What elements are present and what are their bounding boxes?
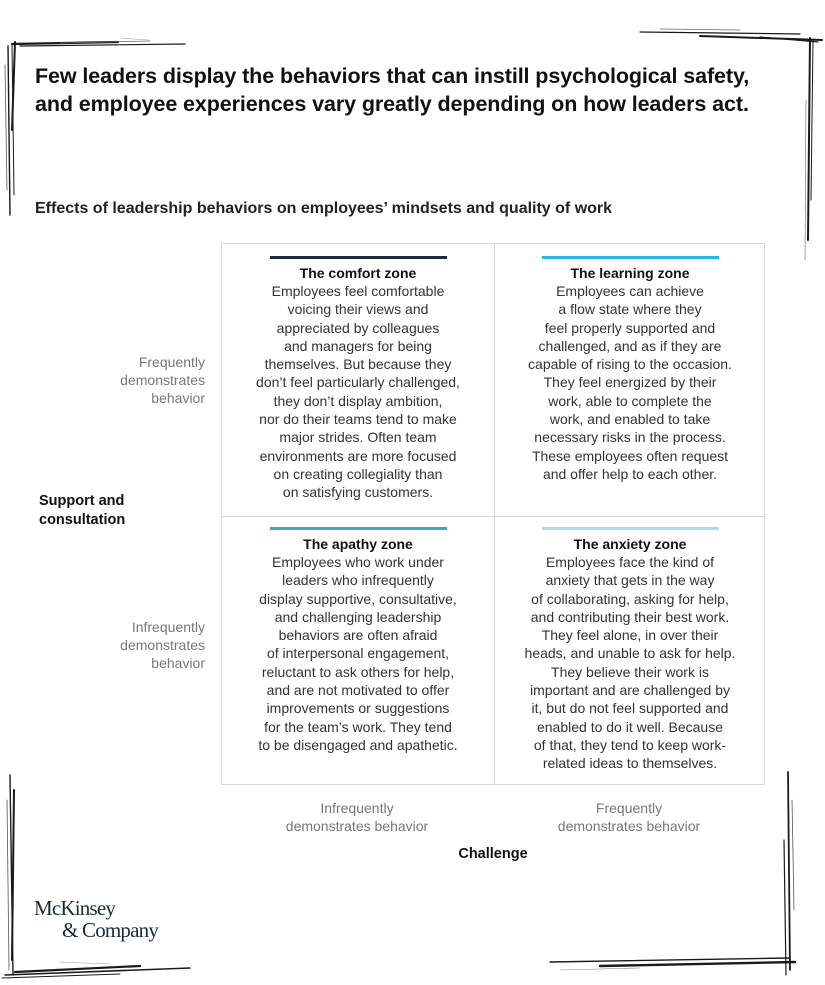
- zone-apathy: [222, 527, 494, 754]
- x-high-label: [493, 799, 765, 835]
- zone-description-line: environments are more focused: [259, 447, 457, 464]
- zone-description-line: behaviors are often afraid: [278, 627, 438, 644]
- zone-title: The learning zone: [570, 265, 690, 281]
- zone-title: The comfort zone: [299, 265, 417, 281]
- zone-accent-bar: [542, 527, 719, 530]
- x-axis-title: Challenge: [458, 846, 528, 862]
- zone-description-line: work, and enabled to take: [549, 411, 711, 428]
- zone-comfort: [222, 256, 494, 502]
- zone-description-line: of that, they tend to keep work-: [533, 736, 727, 753]
- zone-description-line: and managers for being: [284, 337, 432, 354]
- zone-description-line: they don’t display ambition,: [273, 392, 443, 409]
- x-low-label: [221, 799, 493, 835]
- label-line: demonstrates behavior: [557, 818, 701, 834]
- zone-description-line: capable of rising to the occasion.: [528, 356, 732, 373]
- label-line: demonstrates: [120, 637, 205, 653]
- zone-description-line: and challenging leadership: [274, 608, 442, 625]
- zone-description-line: themselves. But because they: [264, 356, 452, 373]
- zone-description-line: important and are challenged by: [529, 682, 731, 699]
- label-line: demonstrates: [120, 372, 205, 388]
- label-line: behavior: [151, 655, 205, 671]
- zone-description-line: These employees often request: [531, 447, 729, 464]
- zone-description-line: nor do their teams tend to make: [259, 411, 457, 428]
- logo-line: McKinsey: [34, 896, 116, 920]
- mckinsey-logo: [34, 897, 158, 941]
- zone-description-line: They feel energized by their: [543, 374, 717, 391]
- zone-description: [494, 553, 766, 773]
- chart-subtitle: Effects of leadership behaviors on employees’ mindsets and quality of work: [35, 200, 613, 217]
- zone-description-line: necessary risks in the process.: [534, 429, 726, 446]
- zone-description-line: They believe their work is: [551, 663, 709, 680]
- label-line: consultation: [39, 512, 126, 528]
- zone-description-line: feel properly supported and: [544, 319, 716, 336]
- zone-description-line: it, but do not feel supported and: [531, 700, 729, 717]
- zone-description: [222, 553, 494, 754]
- zone-title: The anxiety zone: [573, 536, 687, 552]
- zone-description-line: don’t feel particularly challenged,: [256, 374, 460, 391]
- zone-description-line: voicing their views and: [287, 301, 429, 318]
- title-line: and employee experiences vary greatly depending on how leaders act.: [35, 92, 749, 116]
- zone-description-line: of interpersonal engagement,: [266, 645, 450, 662]
- zone-description-line: a flow state where they: [558, 301, 702, 318]
- zone-description-line: Employees face the kind of: [545, 554, 715, 570]
- label-line: Frequently: [138, 354, 205, 370]
- zone-description-line: challenged, and as if they are: [538, 337, 722, 354]
- zone-accent-bar: [270, 256, 447, 259]
- zone-description-line: anxiety that gets in the way: [545, 572, 715, 589]
- logo-line: & Company: [62, 918, 159, 942]
- zone-description-line: They feel alone, in over their: [541, 627, 719, 644]
- label-line: demonstrates behavior: [285, 818, 429, 834]
- zone-title: The apathy zone: [303, 536, 413, 552]
- y-low-label: [55, 618, 205, 672]
- zone-description-line: major strides. Often team: [279, 429, 437, 446]
- zone-description-line: Employees can achieve: [556, 283, 704, 299]
- zone-description: [494, 282, 766, 483]
- zone-description-line: appreciated by colleagues: [276, 319, 440, 336]
- zone-description-line: leaders who infrequently: [282, 572, 434, 589]
- matrix-divider-horizontal: [222, 516, 764, 517]
- zone-description-line: reluctant to ask others for help,: [261, 663, 455, 680]
- y-high-label: [55, 353, 205, 407]
- label-line: Infrequently: [131, 619, 205, 635]
- zone-description-line: of collaborating, asking for help,: [531, 590, 729, 607]
- page-title: [35, 62, 815, 118]
- zone-accent-bar: [270, 527, 447, 530]
- zone-description-line: display supportive, consultative,: [259, 590, 457, 607]
- zone-description-line: on satisfying customers.: [282, 484, 434, 501]
- zone-description-line: Employees feel comfortable: [271, 283, 445, 299]
- zone-description-line: heads, and unable to ask for help.: [524, 645, 736, 662]
- zone-description-line: related ideas to themselves.: [542, 755, 718, 772]
- zone-matrix: [221, 243, 765, 785]
- title-line: Few leaders display the behaviors that can instill psychological safety,: [35, 64, 750, 88]
- zone-accent-bar: [542, 256, 719, 259]
- zone-description-line: and offer help to each other.: [542, 465, 718, 482]
- y-axis-title: [39, 492, 189, 530]
- zone-anxiety: [494, 527, 766, 773]
- zone-description-line: and contributing their best work.: [530, 608, 730, 625]
- zone-description-line: Employees who work under: [272, 554, 444, 570]
- zone-description-line: on creating collegiality than: [273, 465, 443, 482]
- label-line: Support and: [39, 493, 125, 509]
- label-line: behavior: [151, 390, 205, 406]
- zone-description-line: to be disengaged and apathetic.: [258, 736, 458, 753]
- label-line: Infrequently: [320, 800, 394, 816]
- zone-description-line: work, able to complete the: [548, 392, 712, 409]
- zone-learning: [494, 256, 766, 483]
- zone-description-line: for the team’s work. They tend: [264, 718, 452, 735]
- zone-description-line: and are not motivated to offer: [266, 682, 450, 699]
- zone-description: [222, 282, 494, 502]
- label-line: Frequently: [595, 800, 663, 816]
- zone-description-line: improvements or suggestions: [266, 700, 450, 717]
- zone-description-line: enabled to do it well. Because: [536, 718, 723, 735]
